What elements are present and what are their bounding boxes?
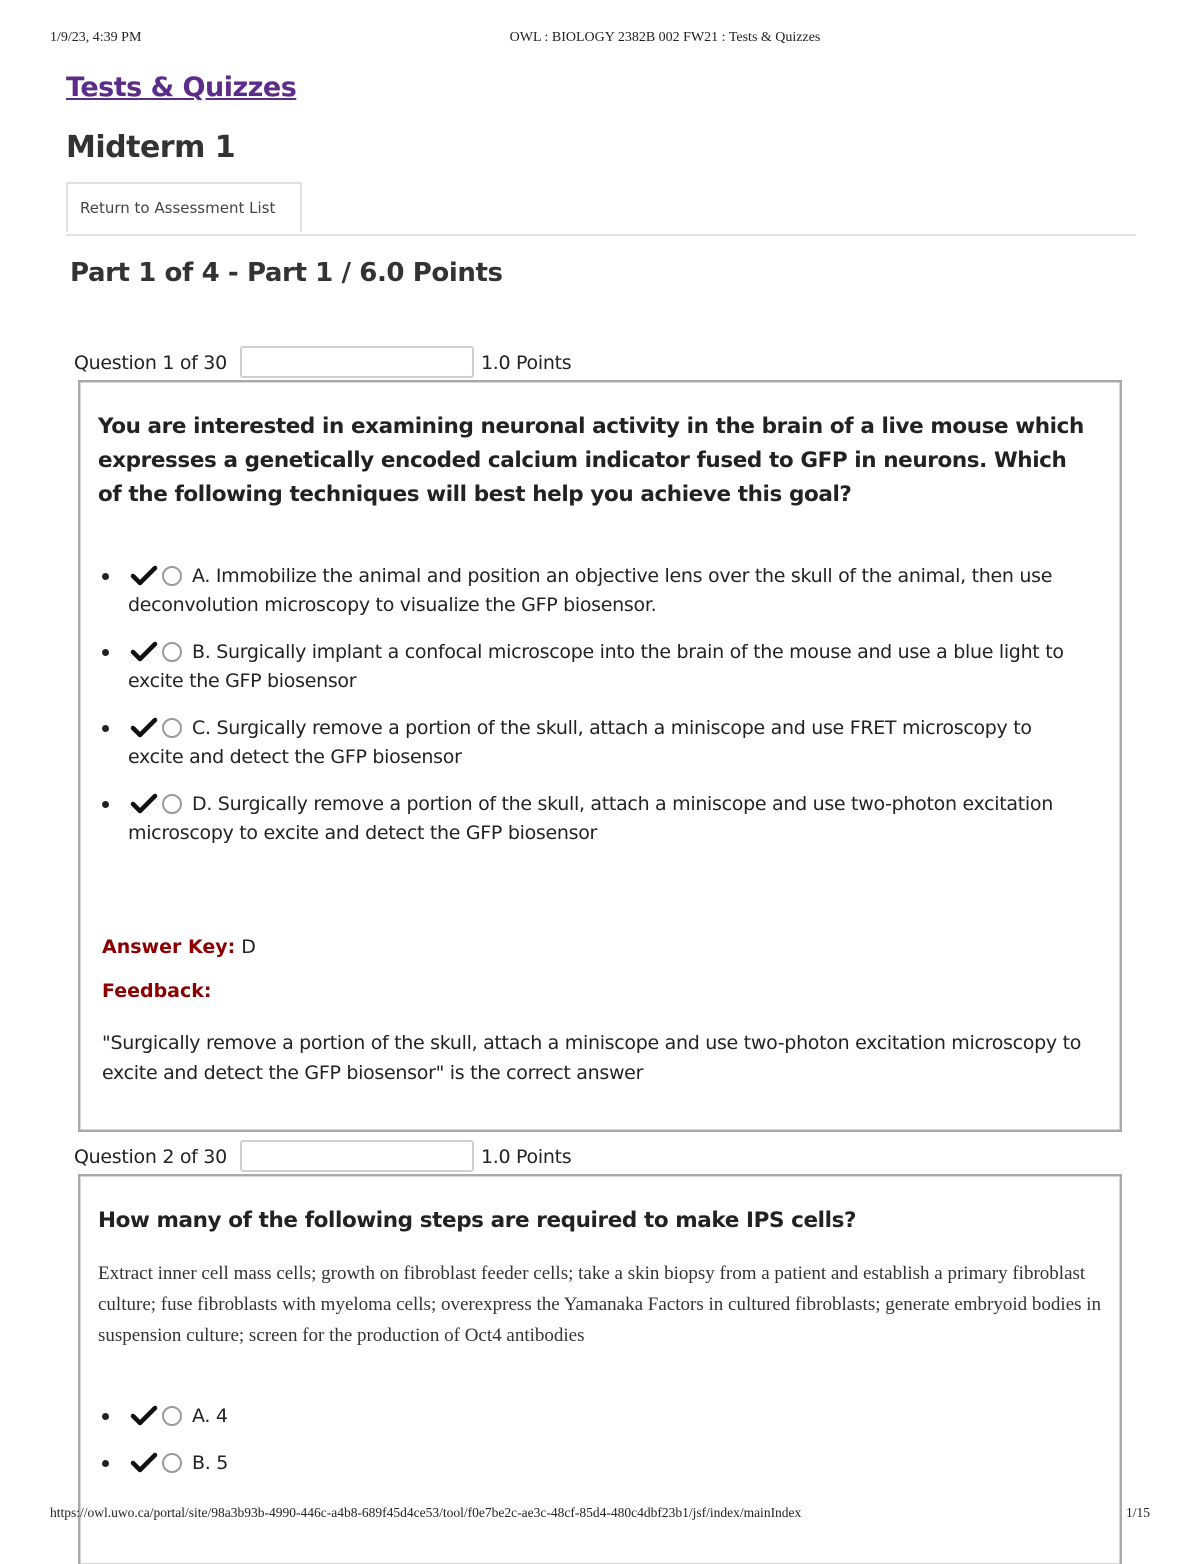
return-to-assessment-list-button[interactable]: Return to Assessment List	[66, 182, 302, 232]
question-body: Extract inner cell mass cells; growth on fibroblast feeder cells; take a skin biopsy from a patient and establish a primary fibroblast culture; fuse fibroblasts with myeloma cells; overexpress the Yamanaka Factors in cultured fibroblasts; generate embryoid bodies in suspension culture; screen for the production of Oct4 antibodies	[98, 1263, 1102, 1346]
answer-radio[interactable]	[162, 718, 182, 738]
answer-radio[interactable]	[162, 642, 182, 662]
page-title: Midterm 1	[66, 130, 236, 165]
question-score-field[interactable]	[240, 1140, 474, 1172]
answer-option	[80, 714, 1090, 772]
checkmark-icon	[130, 640, 158, 664]
answer-option	[80, 562, 1090, 620]
bullet-icon	[102, 573, 109, 580]
part-title: Part 1 of 4 - Part 1 / 6.0 Points	[70, 258, 503, 288]
answer-option	[80, 790, 1090, 848]
answer-list	[80, 562, 1090, 848]
checkmark-icon	[130, 1451, 158, 1475]
answer-text: A. Immobilize the animal and position an objective lens over the skull of the animal, then use deconvolution microscopy to visualize the GFP biosensor.	[128, 565, 1053, 616]
checkmark-icon	[130, 1404, 158, 1428]
answer-text: B. Surgically implant a confocal microscope into the brain of the mouse and use a blue light to excite the GFP biosensor	[128, 641, 1064, 692]
answer-list	[80, 1402, 1090, 1478]
tests-quizzes-link[interactable]: Tests & Quizzes	[66, 72, 297, 103]
question-points: 1.0 Points	[481, 352, 572, 374]
question-box	[78, 380, 1122, 1132]
bullet-icon	[102, 1460, 109, 1467]
answer-key	[102, 936, 256, 958]
answer-option	[80, 1402, 1090, 1431]
answer-option	[80, 1449, 1090, 1478]
print-header	[50, 30, 1150, 50]
page-number: 1/15	[1125, 1505, 1150, 1520]
question-text: How many of the following steps are required to make IPS cells?	[98, 1208, 857, 1233]
answer-key-value: D	[241, 936, 256, 958]
answer-radio[interactable]	[162, 794, 182, 814]
answer-text: A. 4	[192, 1405, 228, 1427]
nav-bar	[66, 182, 1136, 236]
feedback-text: "Surgically remove a portion of the skull, attach a miniscope and use two-photon excitation microscopy to excite and detect the GFP biosensor" is the correct answer	[102, 1032, 1082, 1084]
bullet-icon	[102, 725, 109, 732]
answer-radio[interactable]	[162, 566, 182, 586]
question-points: 1.0 Points	[481, 1146, 572, 1168]
answer-option	[80, 638, 1090, 696]
bullet-icon	[102, 1413, 109, 1420]
answer-radio[interactable]	[162, 1453, 182, 1473]
print-footer	[50, 1505, 1150, 1525]
bullet-icon	[102, 649, 109, 656]
print-date: 1/9/23, 4:39 PM	[50, 30, 142, 45]
answer-radio[interactable]	[162, 1406, 182, 1426]
question-label: Question 2 of 30	[74, 1146, 227, 1168]
answer-text: B. 5	[192, 1452, 229, 1474]
question-header	[74, 1140, 674, 1174]
checkmark-icon	[130, 564, 158, 588]
answer-text: C. Surgically remove a portion of the skull, attach a miniscope and use FRET microscopy to excite and detect the GFP biosensor	[128, 717, 1032, 768]
question-header	[74, 346, 674, 380]
print-url: https://owl.uwo.ca/portal/site/98a3b93b-4990-446c-a4b8-689f45d4ce53/tool/f0e7be2c-ae3c-48cf-85d4-480c4dbf23b1/jsf/index/mainIndex	[50, 1505, 802, 1520]
question-score-field[interactable]	[240, 346, 474, 378]
answer-text: D. Surgically remove a portion of the skull, attach a miniscope and use two-photon excitation microscopy to excite and detect the GFP biosensor	[128, 793, 1053, 844]
checkmark-icon	[130, 716, 158, 740]
feedback-label: Feedback:	[102, 980, 212, 1002]
answer-key-label: Answer Key:	[102, 936, 236, 958]
question-text: You are interested in examining neuronal activity in the brain of a live mouse which expresses a genetically encoded calcium indicator fused to GFP in neurons. Which of the following techniques will best help you achieve this goal?	[98, 414, 1084, 507]
print-page-title: OWL : BIOLOGY 2382B 002 FW21 : Tests & Quizzes	[509, 30, 821, 45]
question-label: Question 1 of 30	[74, 352, 227, 374]
bullet-icon	[102, 801, 109, 808]
checkmark-icon	[130, 792, 158, 816]
